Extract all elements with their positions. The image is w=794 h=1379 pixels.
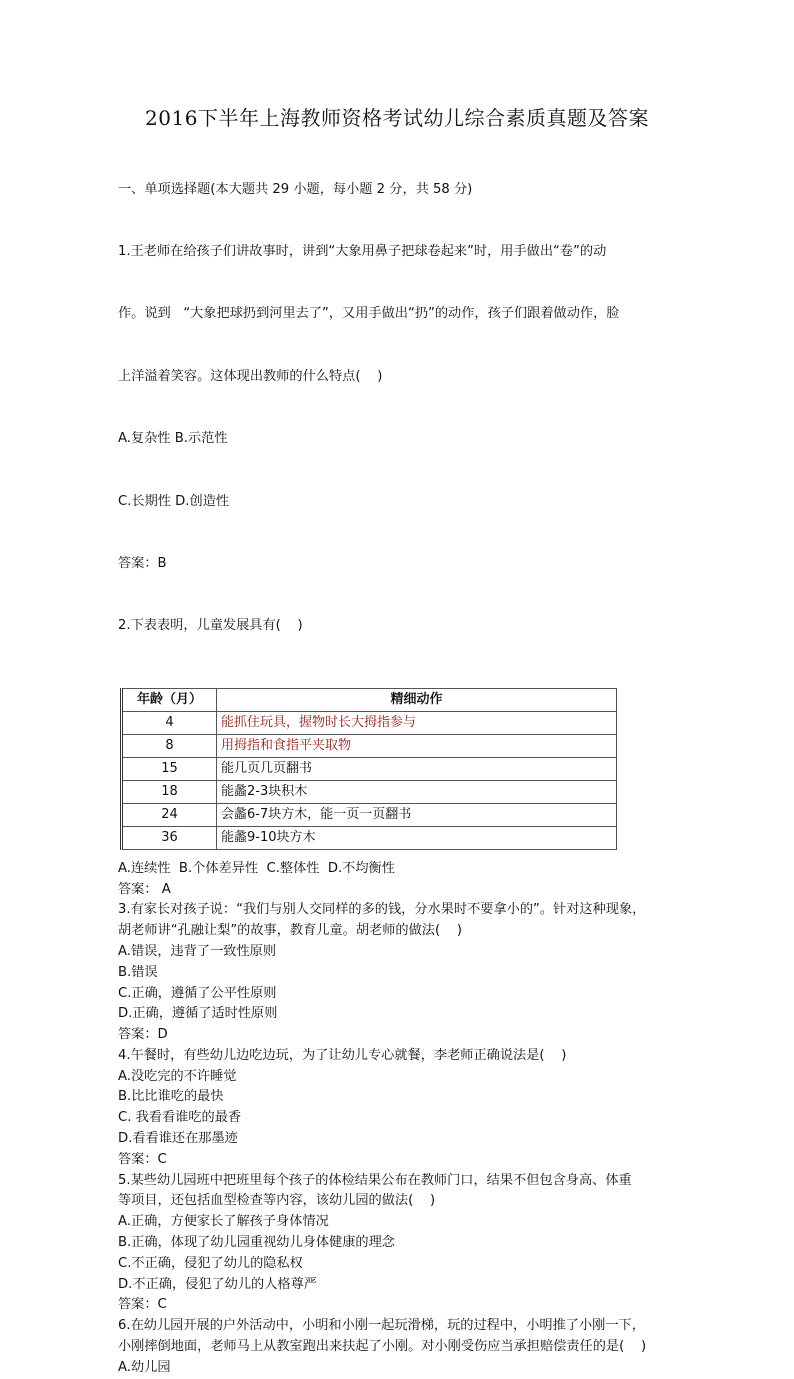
answer-line: 答案：D: [118, 1027, 168, 1043]
text-line: 3.有家长对孩子说：“我们与别人交同样的多的钱，分水果时不要拿小的”。针对这种现象，: [118, 902, 646, 918]
text-line: A.幼儿园: [118, 1359, 171, 1375]
text-line: D.看看谁还在那墨迹: [118, 1131, 238, 1147]
cell-motor: 用拇指和食指平夹取物: [217, 734, 617, 757]
text-line: 4.午餐时，有些幼儿边吃边玩，为了让幼儿专心就餐，李老师正确说法是( ): [118, 1047, 567, 1063]
cell-motor: 能蠡2-3块积木: [217, 780, 617, 803]
answer-line: 答案：C: [118, 1297, 167, 1313]
header-age: 年龄（月）: [122, 688, 217, 711]
text-line: D.正确，遵循了适时性原则: [118, 1006, 278, 1022]
text-line: C.不正确，侵犯了幼儿的隐私权: [118, 1255, 303, 1271]
cell-motor: 会蠡6-7块方木，能一页一页翻书: [217, 803, 617, 826]
text-block-after-table: [118, 859, 738, 1379]
text-block-before-table: [118, 138, 738, 679]
text-line: D.不正确，侵犯了幼儿的人格尊严: [118, 1276, 317, 1292]
text-line: B.错误: [118, 964, 158, 980]
table-row: [122, 780, 617, 803]
cell-age: 4: [122, 711, 217, 734]
header-fine-motor: 精细动作: [217, 688, 617, 711]
table-header-row: [122, 688, 617, 711]
text-line: 胡老师讲“孔融让梨”的故事，教育儿童。胡老师的做法( ): [118, 923, 463, 939]
cell-age: 36: [122, 826, 217, 849]
text-line: 5.某些幼儿园班中把班里每个孩子的体检结果公布在教师门口，结果不但包含身高、体重: [118, 1172, 632, 1188]
cell-age: 8: [122, 734, 217, 757]
cell-motor: 能几页几页翻书: [217, 757, 617, 780]
table-row: [122, 757, 617, 780]
text-line: A.没吃完的不许睡觉: [118, 1068, 237, 1084]
text-line: A.复杂性 B.示范性: [118, 431, 228, 447]
text-line: C.长期性 D.创造性: [118, 493, 230, 509]
text-line: A.正确，方便家长了解孩子身体情况: [118, 1214, 329, 1230]
text-line: C. 我看看谁吃的最香: [118, 1110, 242, 1126]
cell-age: 24: [122, 803, 217, 826]
document-title: 2016下半年上海教师资格考试幼儿综合素质真题及答案: [145, 106, 649, 130]
development-table: [120, 688, 617, 850]
answer-line: 答案： A: [118, 881, 171, 897]
table-row: [122, 711, 617, 734]
text-line: 6.在幼儿园开展的户外活动中，小明和小刚一起玩滑梯，玩的过程中，小明推了小刚一下，: [118, 1318, 645, 1334]
table-row: [122, 734, 617, 757]
text-line: B.正确，体现了幼儿园重视幼儿身体健康的理念: [118, 1235, 395, 1251]
text-line: C.正确，遵循了公平性原则: [118, 985, 277, 1001]
text-line: B.比比谁吃的最快: [118, 1089, 224, 1105]
cell-age: 18: [122, 780, 217, 803]
cell-motor: 能抓住玩具，握物时长大拇指参与: [217, 711, 617, 734]
answer-line: 答案：B: [118, 555, 167, 571]
table-row: [122, 803, 617, 826]
text-line: 2.下表表明，儿童发展具有( ): [118, 618, 303, 634]
text-line: 作。说到 “大象把球扔到河里去了”，又用手做出“扔”的动作，孩子们跟着做动作，脸: [118, 306, 620, 322]
text-line: A.错误，违背了一致性原则: [118, 943, 277, 959]
text-line: 等项目，还包括血型检查等内容，该幼儿园的做法( ): [118, 1193, 436, 1209]
cell-age: 15: [122, 757, 217, 780]
text-line: 1.王老师在给孩子们讲故事时，讲到“大象用鼻子把球卷起来”时，用手做出“卷”的动: [118, 243, 607, 259]
text-line: 小刚摔倒地面，老师马上从教室跑出来扶起了小刚。对小刚受伤应当承担赔偿责任的是( ): [118, 1339, 647, 1355]
section-heading: 一、单项选择题(本大题共 29 小题，每小题 2 分，共 58 分): [118, 181, 473, 197]
cell-motor: 能蠡9-10块方木: [217, 826, 617, 849]
table-row: [122, 826, 617, 849]
text-line: 上洋溢着笑容。这体现出教师的什么特点( ): [118, 368, 383, 384]
text-line: A.连续性 B.个体差异性 C.整体性 D.不均衡性: [118, 860, 395, 876]
answer-line: 答案：C: [118, 1151, 167, 1167]
